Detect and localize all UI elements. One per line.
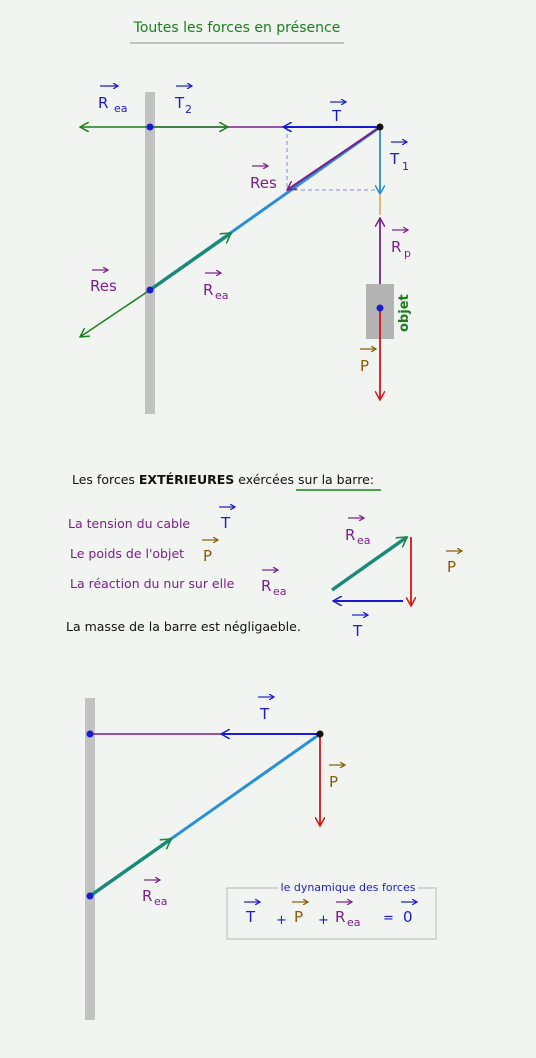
- svg-text:P: P: [360, 357, 370, 375]
- point-top-wall-lower: [87, 731, 94, 738]
- mass-note: La masse de la barre est négligaeble.: [66, 619, 301, 634]
- label-t: [330, 102, 346, 125]
- object-label: objet: [397, 294, 412, 332]
- vector-rea-on-bar: [150, 233, 231, 290]
- svg-text:Res: Res: [90, 277, 117, 295]
- label-rp: [391, 230, 411, 260]
- label-res-lower: [90, 270, 117, 295]
- svg-text:P: P: [203, 547, 213, 565]
- svg-text:R: R: [203, 281, 214, 299]
- label-p-sec2: [202, 540, 218, 565]
- equation-box-title: le dynamique des forces: [280, 881, 416, 894]
- svg-text:2: 2: [185, 103, 192, 116]
- label-t1: [389, 142, 409, 173]
- point-junction: [377, 124, 384, 131]
- point-object: [377, 305, 384, 312]
- svg-text:Res: Res: [250, 174, 277, 192]
- svg-text:R: R: [345, 526, 356, 544]
- svg-text:+: +: [276, 913, 287, 928]
- svg-text:T: T: [175, 94, 185, 112]
- svg-text:+: +: [318, 913, 329, 928]
- label-p-upper: [360, 349, 376, 375]
- point-junction-lower: [317, 731, 324, 738]
- label-rea-triangle: [345, 518, 371, 547]
- label-t-sec2: [219, 507, 235, 532]
- equation: [244, 902, 417, 929]
- svg-text:ea: ea: [357, 534, 371, 547]
- label-rea-top: [98, 86, 128, 115]
- line-poids: Le poids de l'objet: [70, 546, 185, 561]
- svg-text:ea: ea: [114, 102, 128, 115]
- svg-text:P: P: [294, 908, 304, 926]
- svg-text:=: =: [383, 911, 394, 926]
- svg-text:T: T: [353, 622, 363, 640]
- label-t-triangle: [352, 615, 368, 640]
- wall: [145, 92, 155, 414]
- svg-text:T: T: [260, 705, 270, 723]
- svg-text:T: T: [221, 514, 231, 532]
- svg-text:1: 1: [402, 160, 409, 173]
- label-rea-sec2: [261, 570, 287, 598]
- svg-text:R: R: [335, 908, 346, 926]
- point-bottom-wall: [147, 287, 154, 294]
- svg-text:P: P: [447, 558, 457, 576]
- svg-text:ea: ea: [154, 895, 168, 908]
- wall-lower: [85, 698, 95, 1020]
- svg-text:T: T: [390, 150, 400, 168]
- label-p-lower: [329, 765, 345, 791]
- vector-res: [287, 127, 380, 190]
- label-rea-lower-bar: [142, 880, 168, 908]
- svg-text:T: T: [332, 107, 342, 125]
- label-p-triangle: [446, 551, 462, 576]
- svg-text:R: R: [142, 887, 153, 905]
- svg-text:ea: ea: [273, 585, 287, 598]
- section2-heading: Les forces EXTÉRIEURES exércées sur la barre:: [72, 472, 374, 487]
- diagram-title: Toutes les forces en présence: [133, 20, 341, 36]
- svg-text:ea: ea: [215, 289, 229, 302]
- svg-text:R: R: [261, 577, 272, 595]
- point-bottom-wall-lower: [87, 893, 94, 900]
- svg-text:R: R: [391, 238, 402, 256]
- label-t-lower: [258, 697, 274, 723]
- label-rea-lower: [203, 273, 229, 302]
- svg-text:0: 0: [403, 908, 413, 926]
- vector-res-on-wall: [80, 290, 150, 337]
- vector-rea-lower: [90, 839, 171, 896]
- label-t2: [174, 86, 192, 116]
- label-res-upper: [250, 166, 277, 192]
- svg-text:p: p: [404, 247, 411, 260]
- line-reaction: La réaction du nur sur elle: [70, 576, 235, 591]
- svg-text:T: T: [246, 908, 256, 926]
- point-top-wall: [147, 124, 154, 131]
- svg-text:P: P: [329, 773, 339, 791]
- svg-text:ea: ea: [347, 916, 361, 929]
- svg-text:R: R: [98, 94, 109, 112]
- line-tension: La tension du cable: [68, 516, 191, 531]
